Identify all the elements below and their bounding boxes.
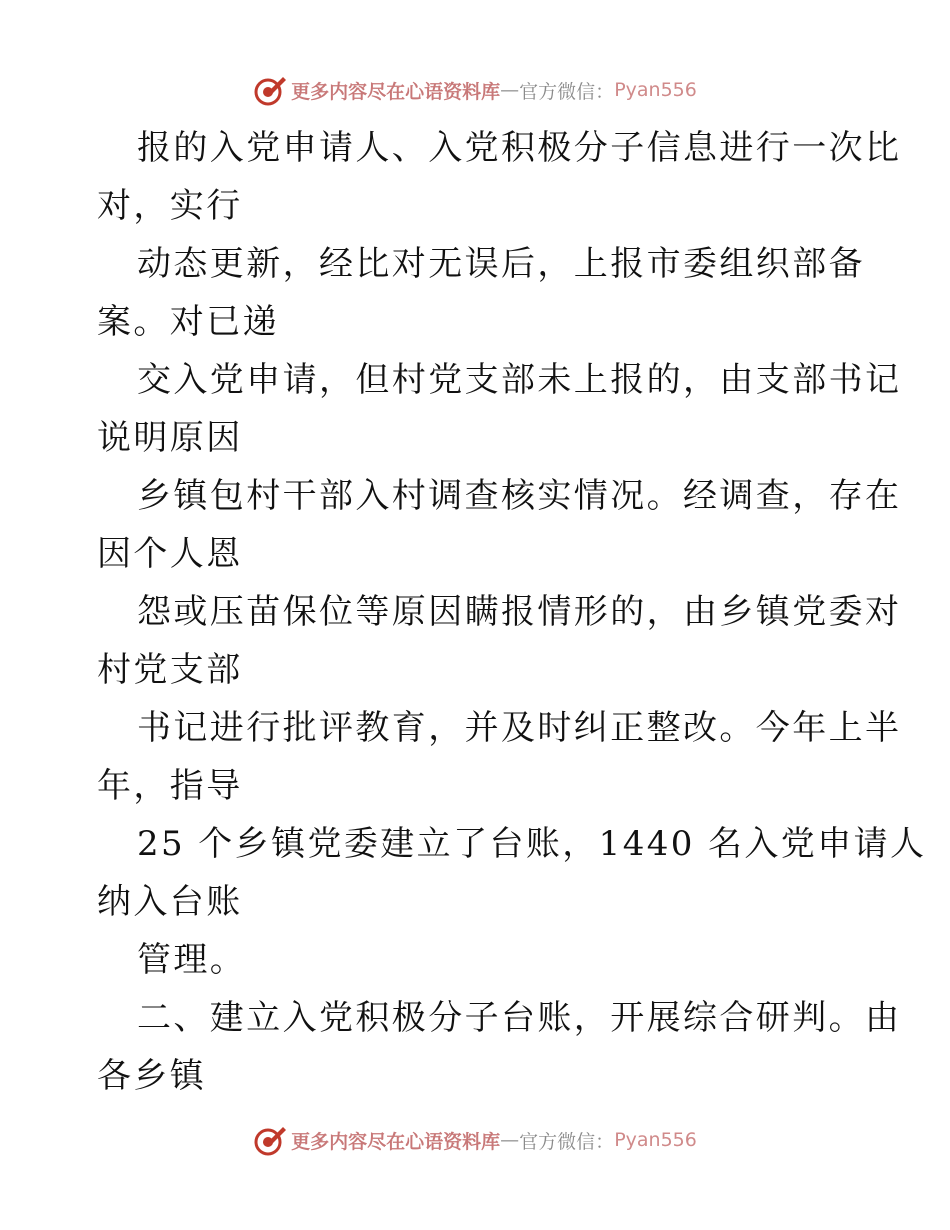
banner-official-label: 官方微信： [519,80,615,103]
banner-wechat-id: Pyan556 [614,1129,697,1151]
footer-banner [0,1120,950,1160]
banner-separator: — [500,79,520,101]
text-line: 对，实行 [97,186,243,226]
text-line: 说明原因 [97,418,243,458]
banner-separator: — [500,1129,520,1151]
text-line: 年，指导 [97,766,243,806]
banner-text: 更多内容尽在心语资料库 [291,1130,501,1153]
text-line: 案。对已递 [97,302,279,342]
text-line: 25 个乡镇党委建立了台账，1440 名入党申请人 [137,824,927,864]
banner-text: 更多内容尽在心语资料库 [291,80,501,103]
text-line: 交入党申请，但村党支部未上报的，由支部书记 [137,360,902,400]
pen-logo-icon [253,1123,287,1157]
text-line: 乡镇包村干部入村调查核实情况。经调查，存在 [137,476,902,516]
pen-logo-icon [253,73,287,107]
document-body [97,119,927,1105]
banner-wechat-id: Pyan556 [614,79,697,101]
header-banner [0,70,950,110]
text-line: 书记进行批评教育，并及时纠正整改。今年上半 [137,708,902,748]
text-line: 因个人恩 [97,534,243,574]
text-line: 纳入台账 [97,882,243,922]
text-line: 动态更新，经比对无误后，上报市委组织部备 [137,244,865,284]
text-line: 二、建立入党积极分子台账，开展综合研判。由 [137,998,902,1038]
text-line: 报的入党申请人、入党积极分子信息进行一次比 [137,128,902,168]
text-line: 管理。 [137,940,247,980]
text-line: 各乡镇 [97,1056,207,1096]
text-line: 怨或压苗保位等原因瞒报情形的，由乡镇党委对 [137,592,902,632]
text-line: 村党支部 [97,650,243,690]
banner-official-label: 官方微信： [519,1130,615,1153]
